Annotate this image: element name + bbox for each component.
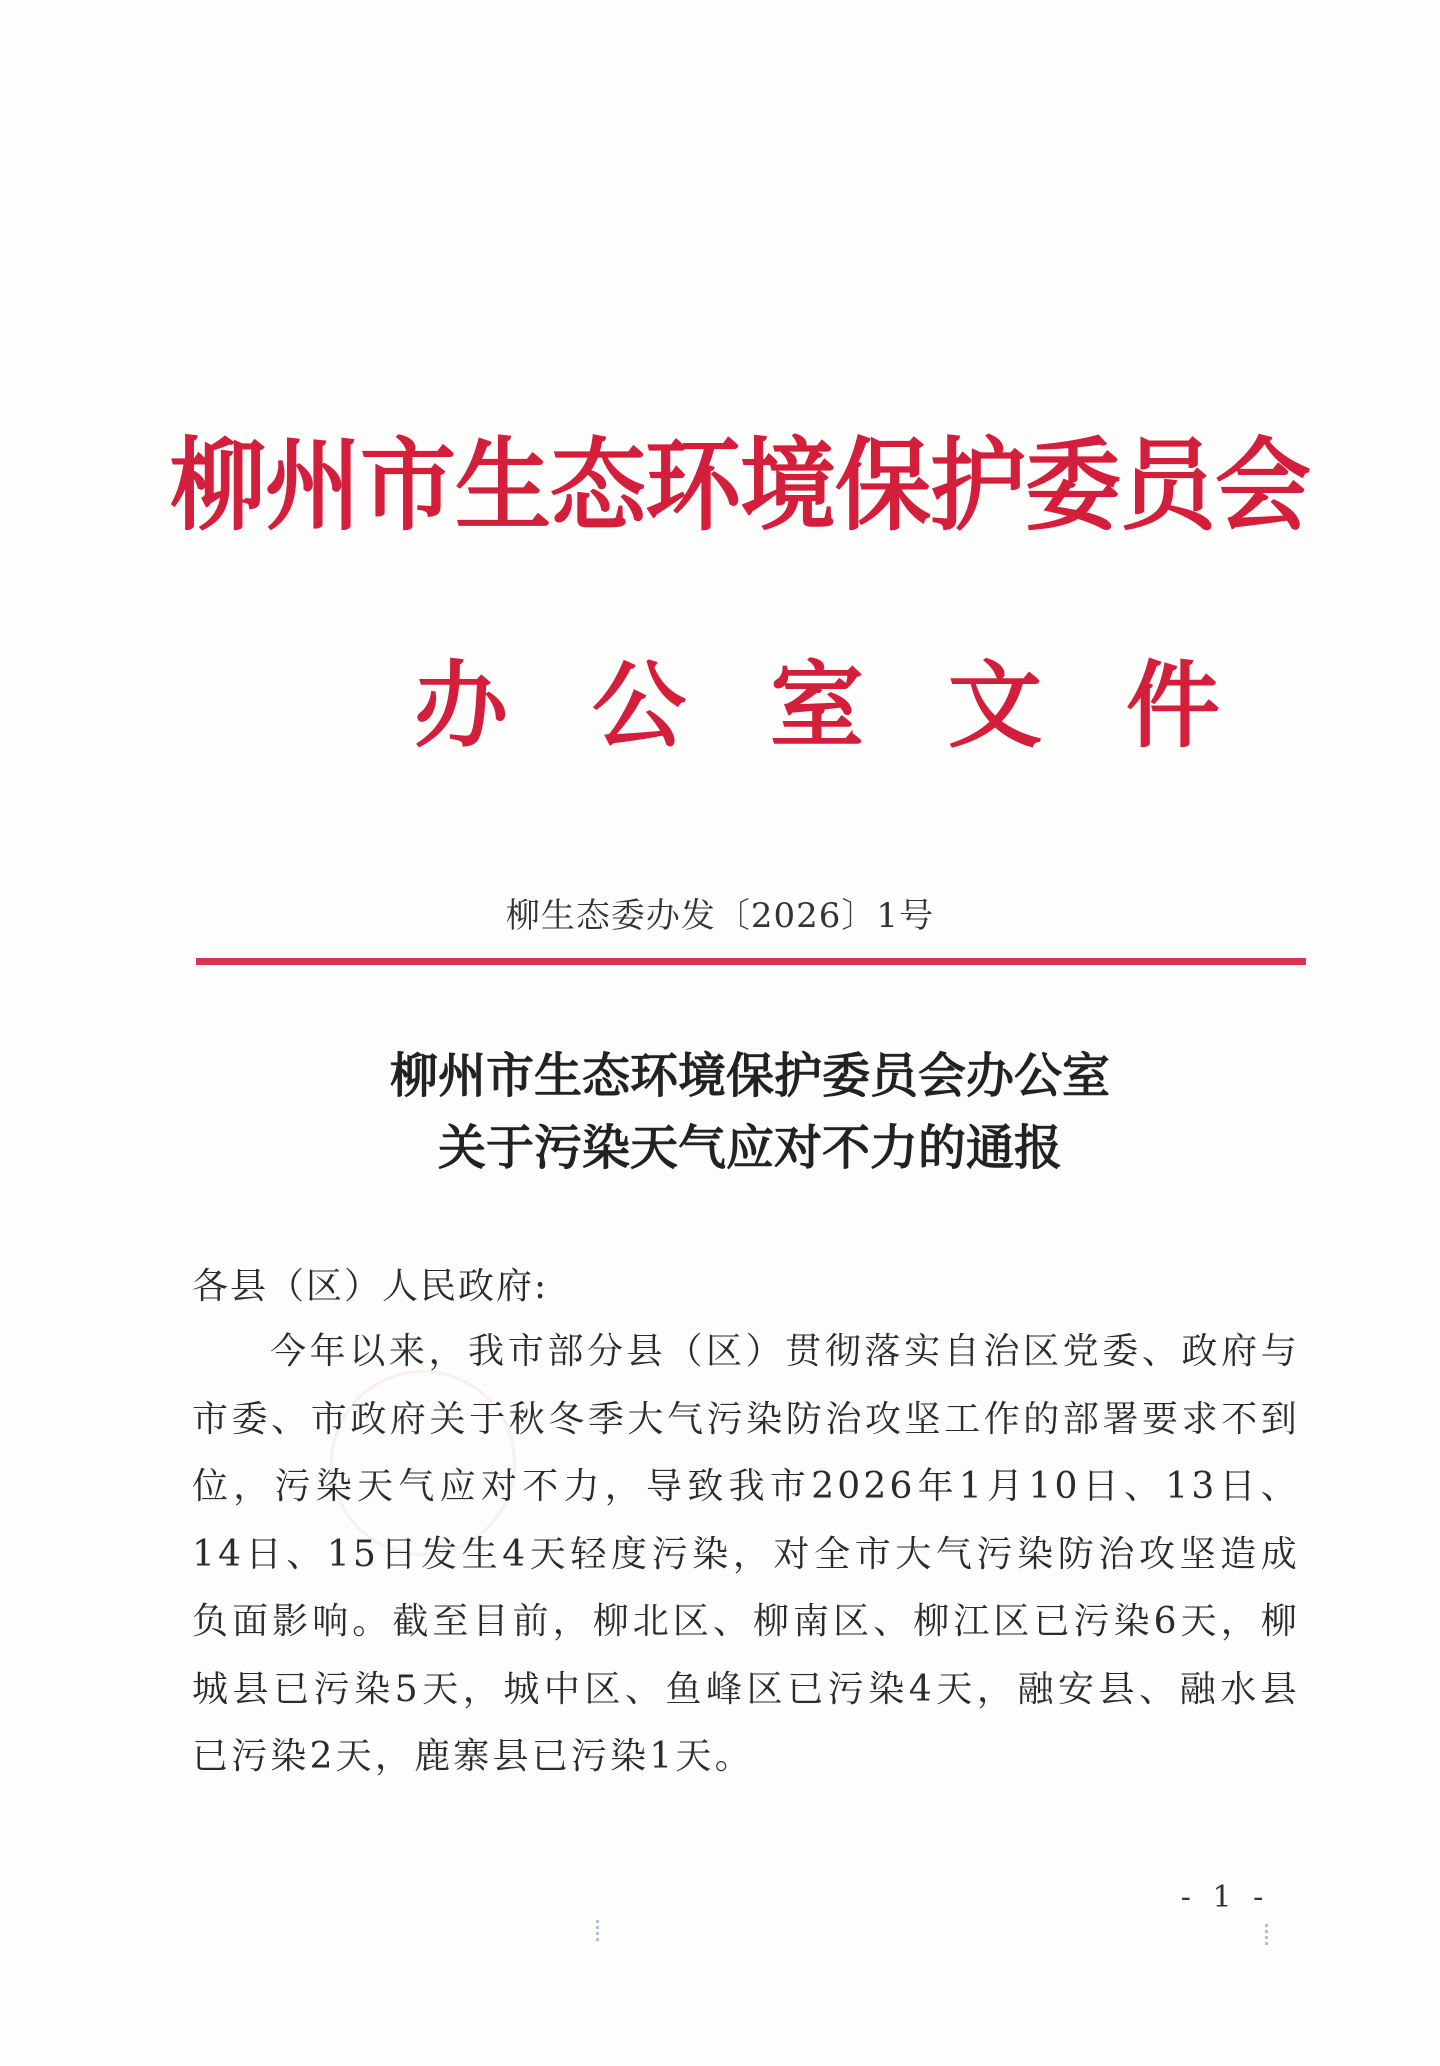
red-separator-rule (196, 958, 1306, 965)
document-type-header: 办公室文件 (414, 652, 1305, 761)
document-title (200, 1040, 1300, 1184)
page-number: - 1 - (1180, 1880, 1270, 1915)
document-title-line-2: 关于污染天气应对不力的通报 (437, 1120, 1062, 1176)
document-number: 柳生态委办发〔2026〕1号 (505, 896, 935, 936)
body-paragraph-1: 今年以来，我市部分县（区）贯彻落实自治区党委、政府与市委、市政府关于秋冬季大气污染防治攻坚工作的部署要求不到位，污染天气应对不力，导致我市2026年1月10日、13日、14日、15日发生4天轻度污染，对全市大气污染防治攻坚造成负面影响。截至目前，柳北区、柳南区、柳江区已污染6天，柳城县已污染5天，城中区、鱼峰区已污染4天，融安县、融水县已污染2天，鹿寨县已污染1天。 (192, 1331, 1300, 1777)
issuer-name-header: 柳州市生态环境保护委员会 (170, 427, 1310, 545)
scan-artifact-mark (1265, 1924, 1268, 1946)
scan-artifact-mark (596, 1920, 599, 1942)
salutation: 各县（区）人民政府: (192, 1266, 549, 1307)
document-title-line-1: 柳州市生态环境保护委员会办公室 (389, 1048, 1110, 1104)
